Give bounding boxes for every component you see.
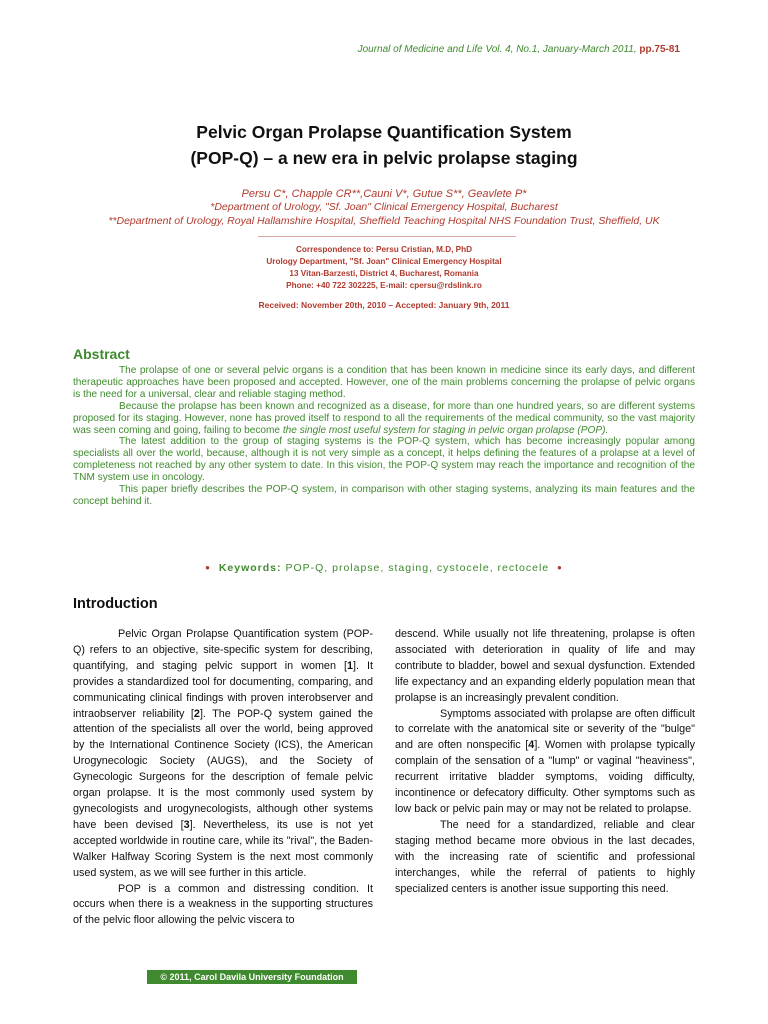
- body-text: ]. Nevertheless, its use is not yet accepted worldwide in routine care, while its "rival", the Baden-Walker Halfway Scoring System is the next most commonly used system, as we will see further in this article.: [73, 818, 373, 879]
- copyright-footer: © 2011, Carol Davila University Foundation: [147, 970, 357, 984]
- introduction-heading: Introduction: [73, 596, 158, 612]
- body-text: Pelvic Organ Prolapse Quantification system (POP-Q) refers to an objective, site-specific system for describing, quantifying, and staging pelvic support in women [: [73, 628, 373, 672]
- abstract-paragraph: [73, 401, 695, 437]
- divider-rule: [258, 236, 516, 237]
- body-paragraph: The need for a standardized, reliable and clear staging method became more obvious in the last decades, with the increasing rate of scientific and professional interchanges, while the referral of patients to highly specialized centers is another issue supporting this need.: [395, 818, 695, 895]
- citation-ref[interactable]: 1: [346, 659, 353, 672]
- body-text: Symptoms associated with prolapse are often difficult to correlate with the anatomical site or severity of the "bulge" and are often nonspecific [: [395, 707, 695, 752]
- body-paragraph: [73, 627, 373, 882]
- correspondence-line: 13 Vitan-Barzesti, District 4, Bucharest, Romania: [289, 269, 479, 278]
- keywords-line: [0, 562, 768, 574]
- correspondence-line: Urology Department, "Sf. Joan" Clinical Emergency Hospital: [266, 257, 502, 266]
- body-paragraph: POP is a common and distressing condition. It occurs when there is a weakness in the supporting structures of the pelvic floor allowing the pelvic viscera to: [73, 882, 373, 927]
- citation-ref[interactable]: 2: [193, 707, 200, 720]
- journal-pages: pp.75-81: [639, 44, 680, 55]
- affiliation-1: *Department of Urology, "Sf. Joan" Clinical Emergency Hospital, Bucharest: [210, 201, 558, 213]
- received-accepted-dates: Received: November 20th, 2010 – Accepted: January 9th, 2011: [258, 300, 510, 310]
- citation-ref[interactable]: 3: [183, 818, 190, 831]
- bullet-icon: ●: [556, 563, 563, 572]
- body-paragraph: descend. While usually not life threatening, prolapse is often associated with deterioration in quality of life and may contribute to bladder, bowel and sexual dysfunction. Extended life expectancy and an expanding elderly population mean that prolapse is an increasingly prevalent condition.: [395, 628, 695, 704]
- correspondence-line: Phone: +40 722 302225, E-mail: cpersu@rdslink.ro: [286, 281, 482, 290]
- keywords-label: Keywords:: [218, 562, 282, 574]
- body-text: ]. The POP-Q system gained the attention of the specialists all over the world, being approved by the International Continence Society (ICS), the American Urogynecologic Society (AUGS), and the Society of Gynecologic Surgeons for the description of female pelvic organ prolapse. It is the most commonly used system by gynecologists and urogynecologists, although other systems have been devised [: [73, 707, 374, 831]
- article-title-line-1: Pelvic Organ Prolapse Quantification System: [196, 122, 572, 142]
- abstract-paragraph: This paper briefly describes the POP-Q system, in comparison with other staging systems, analyzing its main features and the concept behind it.: [73, 484, 695, 507]
- abstract-emphasis: the single most useful system for staging in pelvic organ prolapse (POP).: [282, 424, 609, 436]
- abstract-heading: Abstract: [73, 346, 130, 362]
- abstract-paragraph: The latest addition to the group of staging systems is the POP-Q system, which has become increasingly popular among specialists all over the world, because, although it is not very simple as a concept, it helps defining the features of a prolapse at a level of completeness not reached by any other system to date. In this vision, the POP-Q system may reach the importance and recognition of the TNM system use in oncology.: [73, 436, 695, 484]
- right-column: [395, 627, 695, 897]
- left-column: [73, 627, 373, 929]
- journal-header: [358, 44, 680, 55]
- bullet-icon: ●: [205, 563, 211, 572]
- journal-citation: Journal of Medicine and Life Vol. 4, No.1, January-March 2011,: [357, 44, 637, 55]
- abstract-body: [73, 365, 695, 508]
- body-text: ]. Women with prolapse typically complain of the sensation of a "lump" or vaginal "heaviness", recurrent irritative bladder symptoms, voiding difficulty, incontinence or defecatory difficulty. Other symptoms such as low back or pelvic pain may or may not be related to prolapse.: [395, 739, 695, 815]
- citation-ref[interactable]: 4: [528, 739, 535, 752]
- authors: Persu C*, Chapple CR**,Cauni V*, Gutue S**, Geavlete P*: [241, 188, 527, 200]
- abstract-text: Because the prolapse has been known and recognized as a disease, for more than one hundred years, so are different systems proposed for its staging. However, none has proved itself to respond to all the requirements of the medical community, so the vast majority was seen coming and going, failing to become: [73, 400, 695, 436]
- keywords-text: POP-Q, prolapse, staging, cystocele, rectocele: [281, 562, 550, 574]
- affiliation-2: **Department of Urology, Royal Hallamshire Hospital, Sheffield Teaching Hospital NHS Foundation Trust, Sheffield, UK: [108, 215, 660, 227]
- body-text: ]. It provides a standardized tool for documenting, comparing, and communicating clinical findings with proven interobserver and intraobserver reliability [: [73, 659, 373, 720]
- abstract-paragraph: The prolapse of one or several pelvic organs is a condition that has been known in medicine since its early days, and different therapeutic approaches have been proposed and accepted. However, one of the main problems concerning the prolapse of pelvic organs is the need for a universal, clear and reliable staging method.: [73, 365, 695, 400]
- correspondence-line: Correspondence to: Persu Cristian, M.D, PhD: [295, 245, 473, 254]
- body-paragraph: [395, 707, 695, 818]
- article-title-line-2: (POP-Q) – a new era in pelvic prolapse staging: [190, 148, 578, 168]
